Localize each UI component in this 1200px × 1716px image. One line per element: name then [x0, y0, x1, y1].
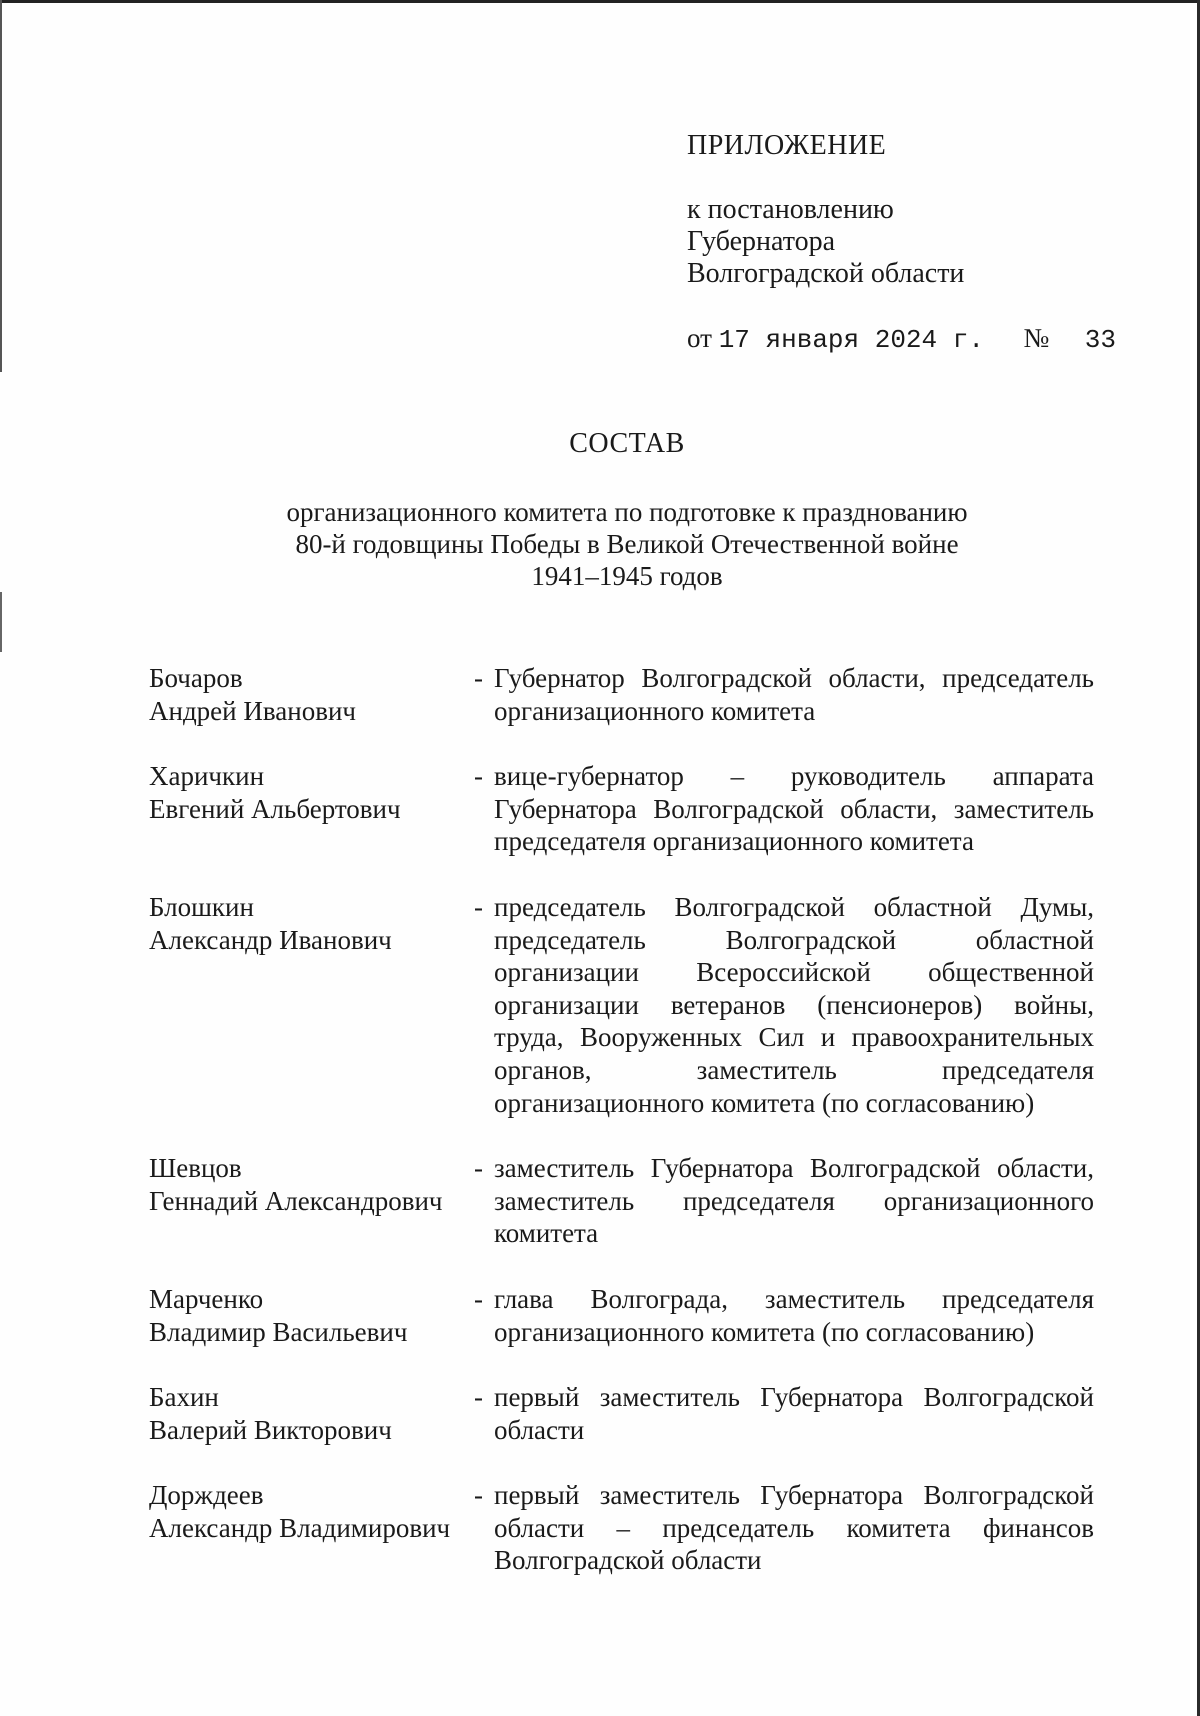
decree-number: 33 [1084, 325, 1116, 355]
subtitle-line-1: организационного комитета по подготовке к празднованию [286, 497, 968, 527]
appendix-title: ПРИЛОЖЕНИЕ [687, 130, 887, 161]
member-surname: Бочаров [149, 663, 243, 693]
member-role: первый заместитель Губернатора Волгоградской области [494, 1382, 1094, 1445]
member-given-names: Владимир Васильевич [149, 1316, 408, 1347]
scan-border-left-mark [0, 592, 2, 652]
member-dash: - [474, 663, 483, 693]
member-surname: Блошкин [149, 891, 254, 922]
member-entry [149, 760, 1099, 858]
member-surname: Харичкин [149, 761, 265, 792]
member-name [149, 1152, 474, 1250]
member-role: Губернатор Волгоградской области, председатель организационного комитета [494, 663, 1094, 726]
member-surname: Бахин [149, 1382, 219, 1413]
member-role: первый заместитель Губернатора Волгоградской области – председатель комитета финансов Волгоградской области [494, 1480, 1094, 1576]
member-dash: - [474, 1382, 483, 1413]
member-given-names: Александр Владимирович [149, 1512, 451, 1543]
members-list [149, 662, 1099, 1610]
member-role: глава Волгограда, заместитель председателя организационного комитета (по согласованию) [494, 1283, 1094, 1347]
member-given-names: Андрей Иванович [149, 695, 356, 726]
decree-date: 17 января 2024 г. [718, 325, 984, 355]
document-subtitle [0, 496, 1200, 592]
member-dash: - [474, 761, 483, 792]
member-role: вице-губернатор – руководитель аппарата Губернатора Волгоградской области, заместитель председателя организационного комитета [494, 761, 1094, 857]
member-entry [149, 891, 1099, 1119]
decree-date-line [687, 322, 1116, 356]
member-dash: - [474, 891, 483, 922]
scan-border-left [0, 0, 2, 372]
member-surname: Дорждеев [149, 1480, 264, 1511]
document-heading: СОСТАВ [569, 428, 685, 459]
member-surname: Шевцов [149, 1153, 242, 1184]
member-given-names: Александр Иванович [149, 924, 392, 955]
member-given-names: Евгений Альбертович [149, 793, 401, 824]
number-sign: № [1023, 323, 1050, 353]
appendix-line-1: к постановлению [687, 194, 894, 225]
member-dash: - [474, 1153, 483, 1184]
member-entry [149, 1283, 1099, 1348]
member-name [149, 1381, 474, 1446]
member-given-names: Геннадий Александрович [149, 1185, 443, 1216]
member-dash: - [474, 1480, 483, 1511]
member-given-names: Валерий Викторович [149, 1414, 392, 1445]
member-entry [149, 1381, 1099, 1446]
member-name [149, 891, 474, 1119]
appendix-block [687, 130, 1116, 356]
member-name [149, 760, 474, 858]
member-role: заместитель Губернатора Волгоградской области, заместитель председателя организационного комитета [494, 1153, 1094, 1249]
scan-border-top [0, 0, 1200, 3]
subtitle-line-2: 80-й годовщины Победы в Великой Отечественной войне [295, 529, 959, 559]
appendix-line-3: Волгоградской области [687, 258, 965, 289]
date-prefix: от [687, 323, 712, 353]
member-entry [149, 662, 1099, 727]
member-name [149, 1283, 474, 1348]
subtitle-line-3: 1941–1945 годов [531, 561, 723, 591]
member-role: председатель Волгоградской областной Думы, председатель Волгоградской областной организации Всероссийской общественной организации ветеранов (пенсионеров) войны, труда, Вооруженных Сил и правоохранительных органов, заместитель председателя организационного комитета (по согласованию) [494, 891, 1094, 1118]
member-name [149, 662, 474, 727]
member-name [149, 1479, 474, 1577]
member-entry [149, 1152, 1099, 1250]
member-surname: Марченко [149, 1283, 264, 1314]
member-dash: - [474, 1283, 483, 1314]
appendix-line-2: Губернатора [687, 226, 836, 257]
member-entry [149, 1479, 1099, 1577]
